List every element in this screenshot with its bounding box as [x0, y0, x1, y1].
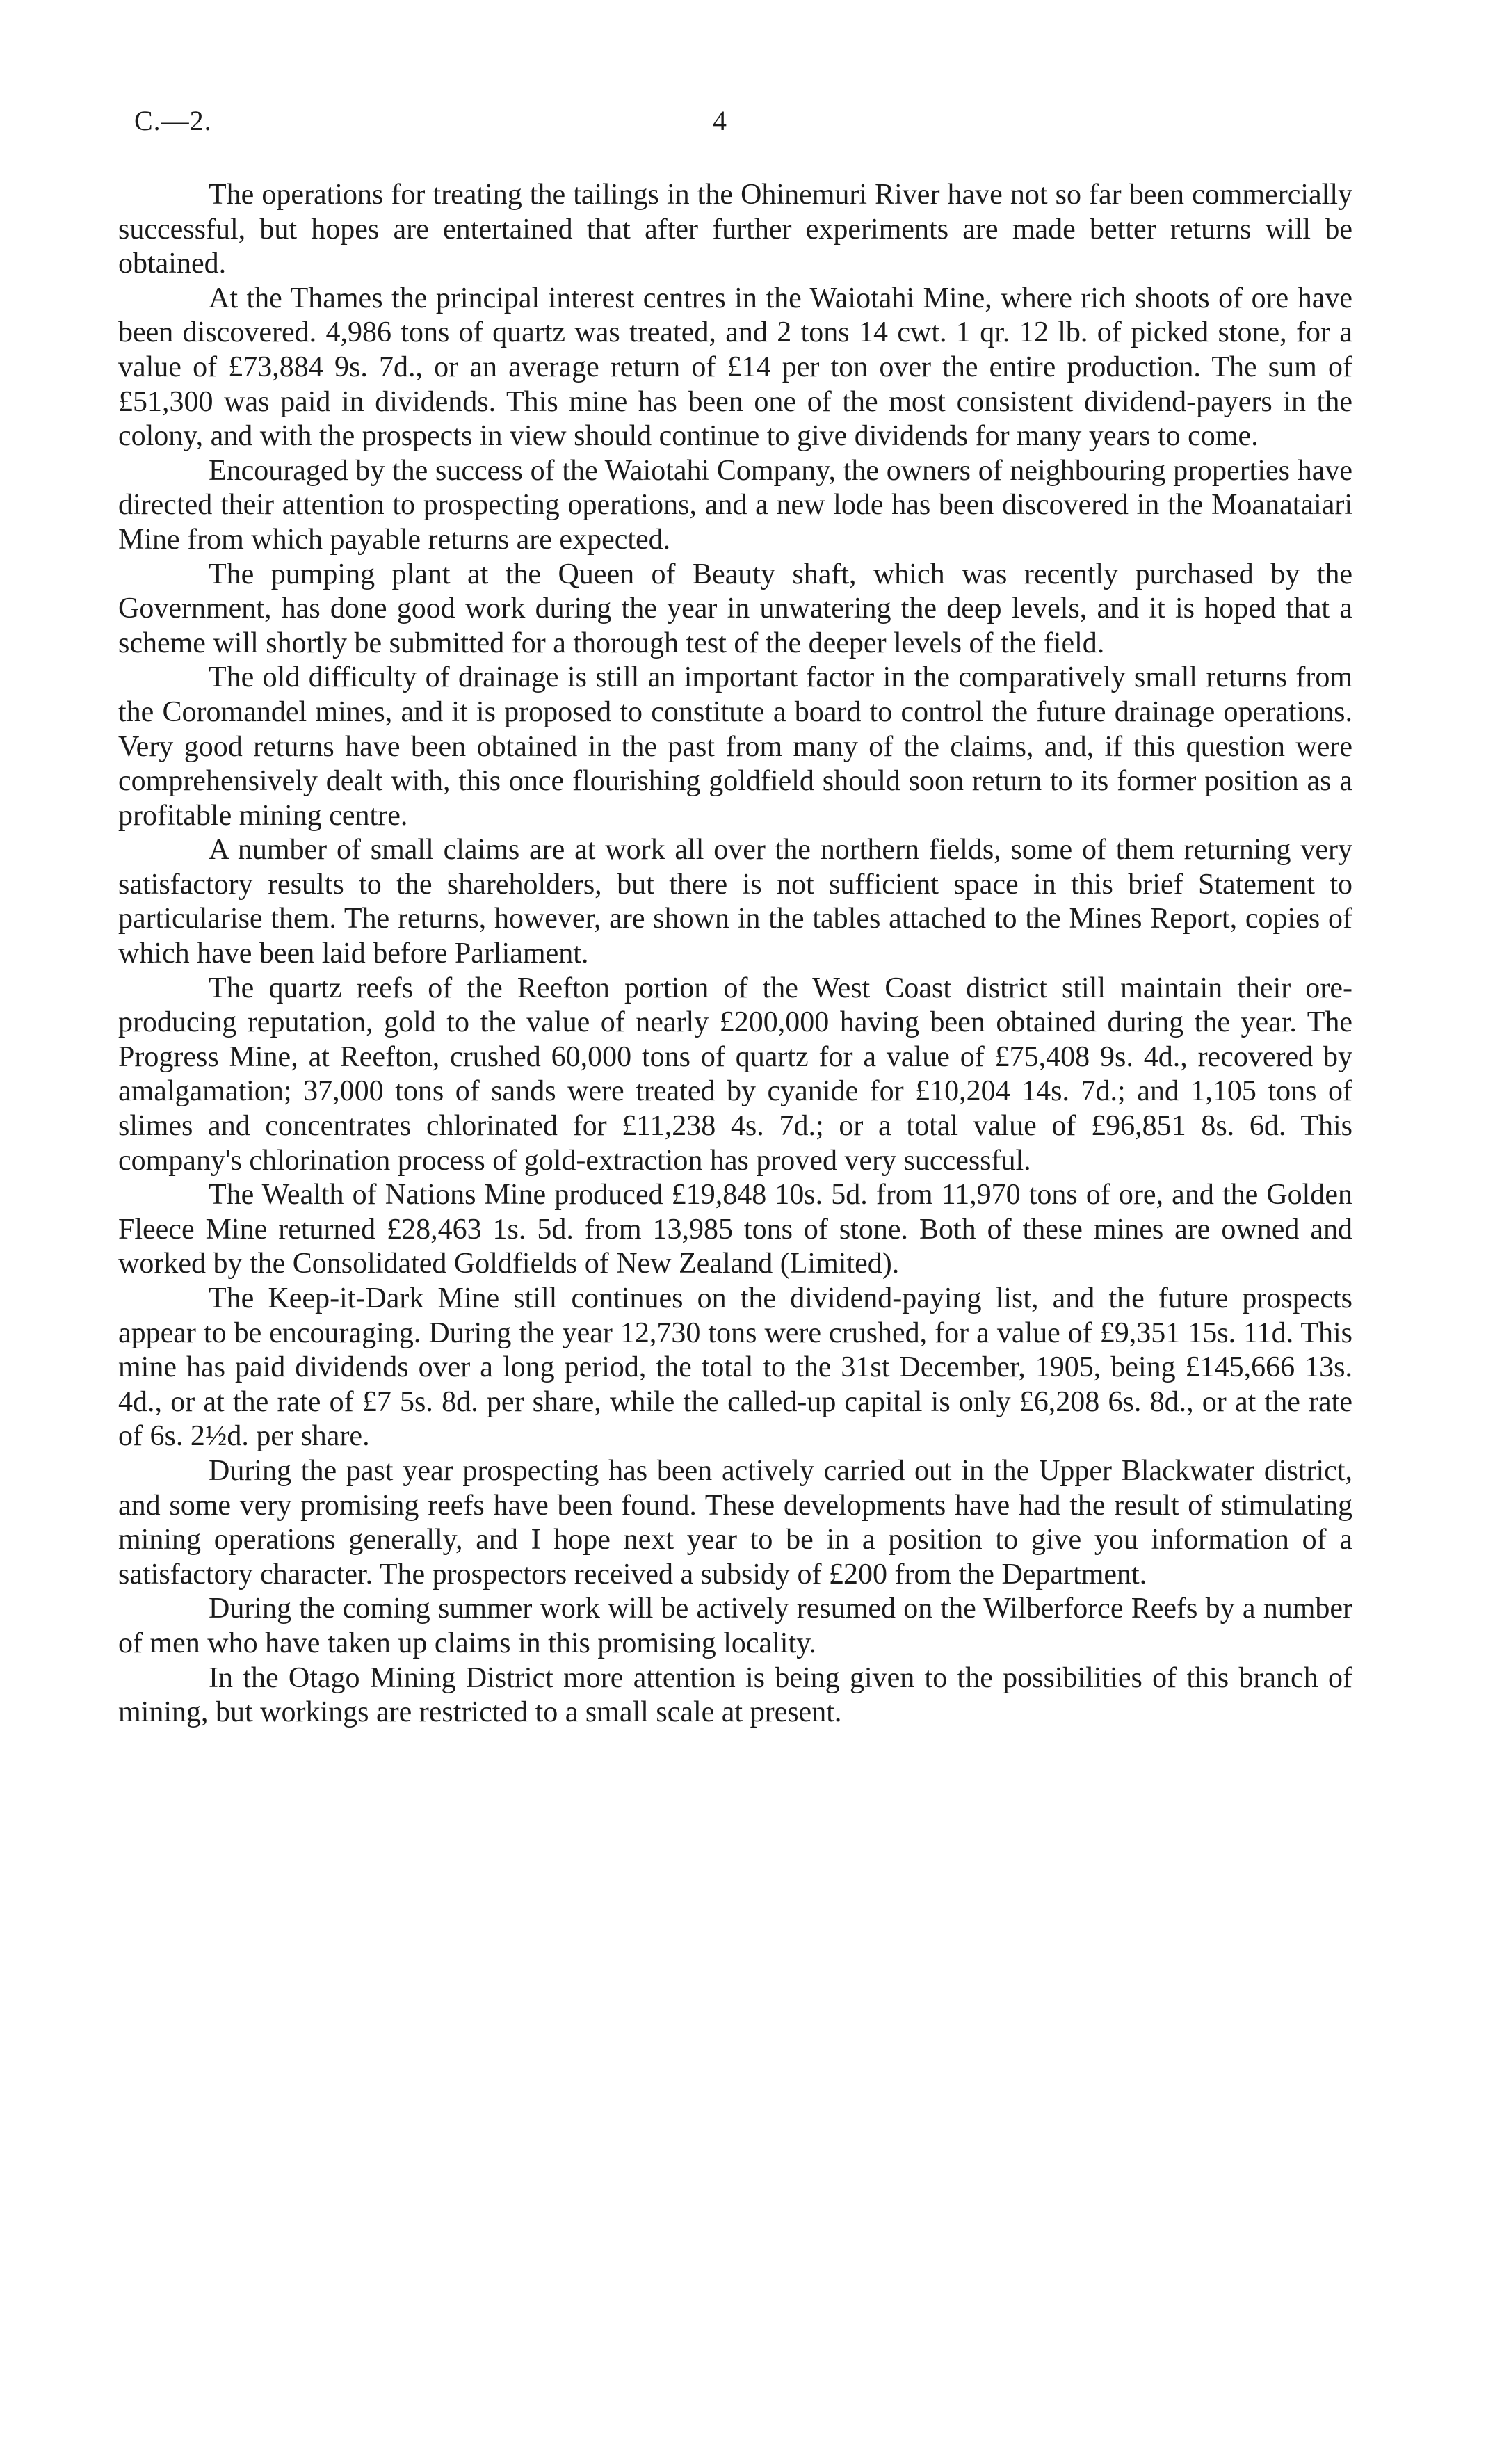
- paragraph-otago-district: In the Otago Mining District more attention is being given to the possibilities of this branch of mining, but workings are restricted to a small scale at present.: [118, 1661, 1352, 1729]
- body-text: [118, 178, 1352, 1730]
- paragraph-upper-blackwater: During the past year prospecting has been actively carried out in the Upper Blackwater district, and some very promising reefs have been found. These developments have had the result of stimulating mining operations generally, and I hope next year to be in a position to give you information of a satisfactory character. The prospectors received a subsidy of £200 from the Department.: [118, 1454, 1352, 1591]
- paragraph-moanataiari-lode: Encouraged by the success of the Waiotahi Company, the owners of neighbouring properties have directed their attention to prospecting operations, and a new lode has been discovered in the Moanataiari Mine from which payable returns are expected.: [118, 454, 1352, 556]
- paragraph-coromandel-drainage: The old difficulty of drainage is still an important factor in the comparatively small returns from the Coromandel mines, and it is proposed to constitute a board to control the future drainage operations. Very good returns have been obtained in the past from many of the claims, and, if this question were comprehensively dealt with, this once flourishing goldfield should soon return to its former position as a profitable mining centre.: [118, 661, 1352, 832]
- paragraph-wealth-of-nations: The Wealth of Nations Mine produced £19,848 10s. 5d. from 11,970 tons of ore, and the Golden Fleece Mine returned £28,463 1s. 5d. from 13,985 tons of stone. Both of these mines are owned and worked by the Consolidated Goldfields of New Zealand (Limited).: [118, 1179, 1352, 1280]
- paragraph-ohinemuri-tailings: The operations for treating the tailings in the Ohinemuri River have not so far been commercially successful, but hopes are entertained that after further experiments are made better returns will be obtained.: [118, 179, 1352, 280]
- page-header: [134, 104, 1386, 146]
- page-number: 4: [713, 105, 727, 136]
- paragraph-waiotahi-mine: At the Thames the principal interest centres in the Waiotahi Mine, where rich shoots of ore have been discovered. 4,986 tons of quartz was treated, and 2 tons 14 cwt. 1 qr. 12 lb. of picked stone, for a value of £73,884 9s. 7d., or an average return of £14 per ton over the entire production. The sum of £51,300 was paid in dividends. This mine has been one of the most consistent dividend-payers in the colony, and with the prospects in view should continue to give dividends for many years to come.: [118, 282, 1352, 453]
- paragraph-reefton-progress-mine: The quartz reefs of the Reefton portion of the West Coast district still maintain their ore-producing reputation, gold to the value of nearly £200,000 having been obtained during the year. The Progress Mine, at Reefton, crushed 60,000 tons of quartz for a value of £75,408 9s. 4d., recovered by amalgamation; 37,000 tons of sands were treated by cyanide for £10,204 14s. 7d.; and 1,105 tons of slimes and concentrates chlorinated for £11,238 4s. 7d.; or a total value of £96,851 8s. 6d. This company's chlorination process of gold-extraction has proved very successful.: [118, 972, 1352, 1177]
- paragraph-wilberforce-reefs: During the coming summer work will be actively resumed on the Wilberforce Reefs by a number of men who have taken up claims in this promising locality.: [118, 1593, 1352, 1659]
- paragraph-queen-of-beauty-pumping: The pumping plant at the Queen of Beauty shaft, which was recently purchased by the Government, has done good work during the year in unwatering the deep levels, and it is hoped that a scheme will shortly be submitted for a thorough test of the deeper levels of the field.: [118, 558, 1352, 659]
- paragraph-northern-claims: A number of small claims are at work all over the northern fields, some of them returning very satisfactory results to the shareholders, but there is not sufficient space in this brief Statement to particularise them. The returns, however, are shown in the tables attached to the Mines Report, copies of which have been laid before Parliament.: [118, 834, 1352, 970]
- paragraph-keep-it-dark: The Keep-it-Dark Mine still continues on the dividend-paying list, and the future prospects appear to be encouraging. During the year 12,730 tons were crushed, for a value of £9,351 15s. 11d. This mine has paid dividends over a long period, the total to the 31st December, 1905, being £145,666 13s. 4d., or at the rate of £7 5s. 8d. per share, while the called-up capital is only £6,208 6s. 8d., or at the rate of 6s. 2½d. per share.: [118, 1282, 1352, 1453]
- document-reference: C.—2.: [134, 105, 212, 136]
